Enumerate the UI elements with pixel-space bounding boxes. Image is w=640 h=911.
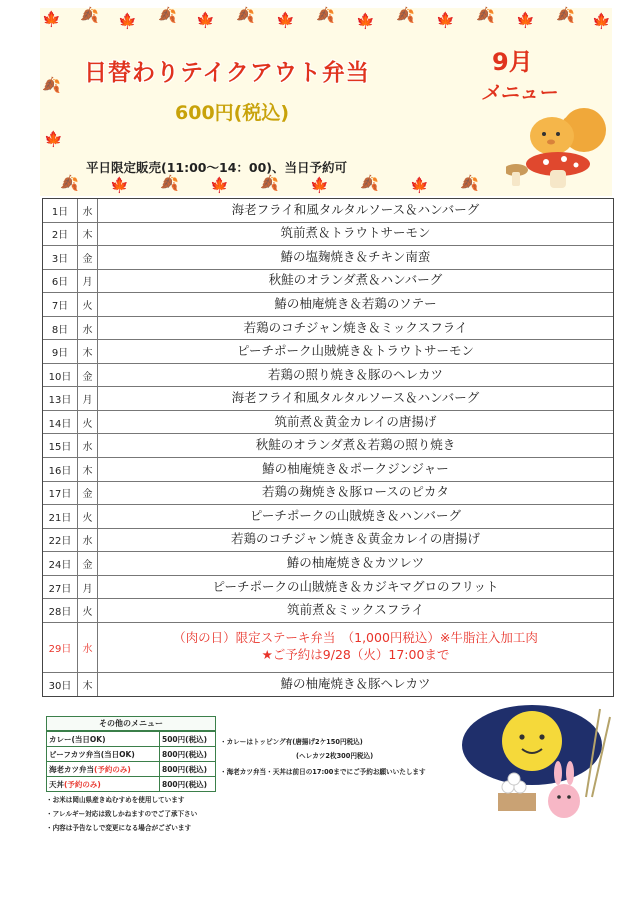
item-price: 800円(税込) [160, 777, 216, 792]
menu-cell [98, 199, 613, 222]
table-row [43, 223, 613, 247]
maple-leaf-icon: 🍁 [310, 176, 329, 194]
menu-text: 筑前煮＆黄金カレイの唐揚げ [274, 413, 437, 429]
weekday-cell: 水 [78, 529, 98, 552]
weekday-cell: 水 [78, 623, 98, 672]
table-row [43, 270, 613, 294]
item-name: 海老カツ弁当(予約のみ) [47, 762, 160, 777]
item-price: 500円(税込) [160, 732, 216, 747]
weekday-cell: 金 [78, 246, 98, 269]
menu-text: 鰆の柚庵焼き＆ポークジンジャー [262, 460, 449, 476]
menu-text: 若鶏のコチジャン焼き＆黄金カレイの唐揚げ [231, 531, 480, 547]
price-label: 600円(税込) [175, 102, 290, 124]
day-cell: 27日 [43, 576, 78, 599]
menu-cell [98, 673, 613, 697]
maple-leaf-icon: 🍁 [42, 10, 61, 28]
maple-leaf-icon: 🍁 [516, 11, 535, 29]
weekday-cell: 水 [78, 434, 98, 457]
menu-text: 海老フライ和風タルタルソース＆ハンバーグ [231, 201, 480, 217]
month-label: 9月 [492, 48, 533, 76]
menu-cell [98, 246, 613, 269]
ginkgo-leaf-icon: 🍂 [360, 174, 379, 192]
menu-cell [98, 387, 613, 410]
ginkgo-leaf-icon: 🍂 [42, 76, 61, 94]
ginkgo-leaf-icon: 🍂 [158, 6, 177, 24]
menu-cell [98, 340, 613, 363]
menu-text: 若鶏のコチジャン焼き＆ミックスフライ [243, 319, 468, 335]
ginkgo-leaf-icon: 🍂 [396, 6, 415, 24]
table-row [43, 482, 613, 506]
table-row [47, 777, 216, 792]
weekday-cell: 火 [78, 411, 98, 434]
ginkgo-leaf-icon: 🍂 [80, 6, 99, 24]
maple-leaf-icon: 🍁 [356, 12, 375, 30]
moon-rabbit-illustration [460, 697, 620, 821]
menu-text: 筑前煮＆トラウトサーモン [280, 225, 431, 241]
weekday-cell: 木 [78, 458, 98, 481]
maple-leaf-icon: 🍁 [592, 12, 611, 30]
day-cell: 13日 [43, 387, 78, 410]
item-name: ビーフカツ弁当(当日OK) [47, 747, 160, 762]
menu-cell [98, 529, 613, 552]
table-row [43, 293, 613, 317]
menu-cell [98, 576, 613, 599]
maple-leaf-icon: 🍁 [44, 130, 63, 148]
table-row [43, 529, 613, 553]
table-row [43, 411, 613, 435]
maple-leaf-icon: 🍁 [276, 11, 295, 29]
ginkgo-leaf-icon: 🍂 [476, 6, 495, 24]
ginkgo-leaf-icon: 🍂 [556, 6, 575, 24]
table-row [43, 552, 613, 576]
maple-leaf-icon: 🍁 [196, 11, 215, 29]
menu-cell [98, 293, 613, 316]
menu-cell [98, 623, 613, 672]
table-row [43, 364, 613, 388]
ginkgo-leaf-icon: 🍂 [316, 6, 335, 24]
item-price: 800円(税込) [160, 762, 216, 777]
sales-hours-text: 平日限定販売(11:00～14：00)、当日予約可 [86, 160, 348, 175]
ginkgo-leaf-icon: 🍂 [60, 174, 79, 192]
weekday-cell: 水 [78, 317, 98, 340]
table-row [47, 732, 216, 747]
maple-leaf-icon: 🍁 [210, 176, 229, 194]
day-cell: 28日 [43, 599, 78, 622]
weekday-cell: 金 [78, 364, 98, 387]
weekday-cell: 木 [78, 340, 98, 363]
menu-cell [98, 223, 613, 246]
menu-text: 秋鮭のオランダ煮＆ハンバーグ [268, 272, 443, 288]
table-row [43, 576, 613, 600]
table-row [43, 599, 613, 623]
menu-text: ピーチポーク山賊焼き＆トラウトサーモン [236, 343, 474, 359]
weekday-cell: 火 [78, 505, 98, 528]
menu-heading: メニュー [481, 82, 558, 104]
menu-cell [98, 411, 613, 434]
weekday-cell: 金 [78, 552, 98, 575]
day-cell: 24日 [43, 552, 78, 575]
reservation-note: ・海老カツ弁当・天丼は前日の17:00までにご予約お願いいたします [220, 768, 426, 776]
table-row [43, 199, 613, 223]
ginkgo-leaf-icon: 🍂 [460, 174, 479, 192]
weekday-cell: 木 [78, 673, 98, 697]
weekday-cell: 水 [78, 199, 98, 222]
weekday-cell: 月 [78, 270, 98, 293]
menu-text: 鰆の塩麹焼き＆チキン南蛮 [280, 248, 431, 264]
day-cell: 3日 [43, 246, 78, 269]
menu-cell [98, 482, 613, 505]
footnote: ・内容は予告なしで変更になる場合がございます [46, 824, 192, 832]
ginkgo-leaf-icon: 🍂 [160, 174, 179, 192]
weekday-cell: 木 [78, 223, 98, 246]
menu-text: 鰆の柚庵焼き＆豚ヘレカツ [280, 676, 431, 692]
item-name: 天丼(予約のみ) [47, 777, 160, 792]
day-cell: 17日 [43, 482, 78, 505]
day-cell: 6日 [43, 270, 78, 293]
menu-cell [98, 458, 613, 481]
day-cell: 7日 [43, 293, 78, 316]
daily-menu-table [42, 198, 614, 697]
weekday-cell: 火 [78, 293, 98, 316]
table-row [43, 434, 613, 458]
table-row [43, 340, 613, 364]
ginkgo-leaf-icon: 🍂 [260, 174, 279, 192]
table-row [47, 762, 216, 777]
day-cell: 2日 [43, 223, 78, 246]
menu-text: 若鶏の照り焼き＆豚のヘレカツ [267, 366, 443, 382]
day-cell: 22日 [43, 529, 78, 552]
menu-text: 若鶏の麹焼き＆豚ロースのピカタ [262, 484, 449, 500]
reservation-deadline-text: ★ご予約は9/28（火）17:00まで [261, 647, 450, 663]
menu-text: 鰆の柚庵焼き＆若鶏のソテー [274, 296, 437, 312]
menu-text: ピーチポークの山賊焼き＆カジキマグロのフリット [212, 578, 499, 594]
day-cell: 30日 [43, 673, 78, 697]
curry-topping-note: ・カレーはトッピング有(唐揚げ2ケ150円税込) [220, 738, 363, 746]
other-menu-title: その他のメニュー [46, 716, 216, 731]
menu-cell [98, 434, 613, 457]
day-cell: 29日 [43, 623, 78, 672]
maple-leaf-icon: 🍁 [410, 176, 429, 194]
item-price: 800円(税込) [160, 747, 216, 762]
table-row [43, 246, 613, 270]
header-banner [40, 8, 612, 196]
squirrel-mushroom-illustration [506, 102, 610, 190]
menu-text: ピーチポークの山賊焼き＆ハンバーグ [249, 507, 462, 523]
day-cell: 9日 [43, 340, 78, 363]
day-cell: 16日 [43, 458, 78, 481]
menu-text: （肉の日）限定ステーキ弁当 （1,000円税込）※牛脂注入加工肉 [173, 630, 538, 646]
menu-cell [98, 552, 613, 575]
menu-cell [98, 505, 613, 528]
table-row [43, 673, 613, 697]
weekday-cell: 火 [78, 599, 98, 622]
maple-leaf-icon: 🍁 [436, 11, 455, 29]
table-row [43, 505, 613, 529]
table-row [43, 387, 613, 411]
footnote: ・お米は岡山県産きぬむすめを使用しています [46, 796, 185, 804]
page-title: 日替わりテイクアウト弁当 [84, 60, 370, 86]
menu-text: 鰆の柚庵焼き＆カツレツ [286, 555, 425, 571]
item-name: カレー(当日OK) [47, 732, 160, 747]
menu-cell [98, 270, 613, 293]
day-cell: 15日 [43, 434, 78, 457]
weekday-cell: 月 [78, 576, 98, 599]
menu-text: 海老フライ和風タルタルソース＆ハンバーグ [231, 390, 480, 406]
other-menu-table [46, 731, 216, 792]
table-row [47, 747, 216, 762]
weekday-cell: 金 [78, 482, 98, 505]
day-cell: 10日 [43, 364, 78, 387]
ginkgo-leaf-icon: 🍂 [236, 6, 255, 24]
maple-leaf-icon: 🍁 [118, 12, 137, 30]
day-cell: 1日 [43, 199, 78, 222]
menu-cell [98, 317, 613, 340]
day-cell: 8日 [43, 317, 78, 340]
day-cell: 21日 [43, 505, 78, 528]
table-row [43, 317, 613, 341]
menu-cell [98, 599, 613, 622]
curry-topping-note-2: (ヘレカツ2枚300円税込) [296, 752, 374, 760]
day-cell: 14日 [43, 411, 78, 434]
footnote: ・アレルギー対応は致しかねますのでご了承下さい [46, 810, 198, 818]
menu-text: 筑前煮＆ミックスフライ [287, 602, 424, 618]
menu-text: 秋鮭のオランダ煮＆若鶏の照り焼き [255, 437, 456, 453]
table-row [43, 458, 613, 482]
table-row [43, 623, 613, 673]
menu-cell [98, 364, 613, 387]
weekday-cell: 月 [78, 387, 98, 410]
maple-leaf-icon: 🍁 [110, 176, 129, 194]
